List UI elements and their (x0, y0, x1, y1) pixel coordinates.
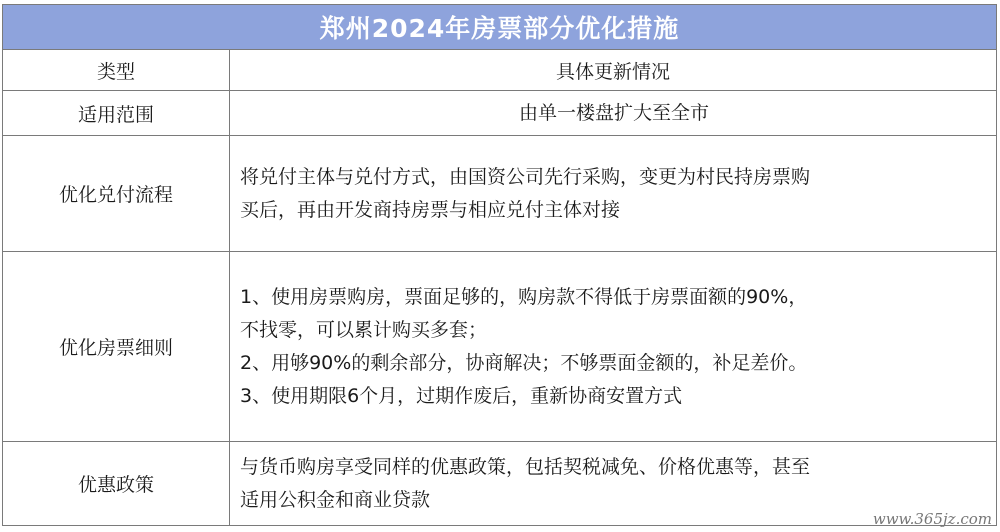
header-row (3, 50, 997, 91)
table-row (3, 136, 997, 252)
header-type: 类型 (3, 50, 230, 91)
table-title: 郑州2024年房票部分优化措施 (3, 5, 997, 50)
detail-line: 买后，再由开发商持房票与相应兑付主体对接 (240, 198, 621, 221)
table-row (3, 91, 997, 136)
watermark: www.365jz.com (872, 510, 992, 528)
detail-line: 1、使用房票购房，票面足够的，购房款不得低于房票面额的90%， (240, 285, 808, 308)
detail-line: 由单一楼盘扩大至全市 (518, 101, 709, 124)
row-type-preferential: 优惠政策 (3, 442, 230, 526)
header-details: 具体更新情况 (230, 50, 997, 91)
detail-line: 与货币购房享受同样的优惠政策，包括契税减免、价格优惠等，甚至 (240, 455, 811, 478)
row-type-scope: 适用范围 (3, 91, 230, 136)
row-type-payment: 优化兑付流程 (3, 136, 230, 252)
policy-table (2, 4, 997, 526)
detail-line: 将兑付主体与兑付方式，由国资公司先行采购，变更为村民持房票购 (240, 165, 811, 188)
row-detail-scope (230, 91, 997, 136)
table-row (3, 442, 997, 526)
row-detail-rules (230, 252, 997, 442)
detail-line: 3、使用期限6个月，过期作废后，重新协商安置方式 (240, 384, 683, 407)
row-detail-payment (230, 136, 997, 252)
row-type-rules: 优化房票细则 (3, 252, 230, 442)
detail-line: 2、用够90%的剩余部分，协商解决；不够票面金额的，补足差价。 (240, 351, 808, 374)
detail-line: 不找零，可以累计购买多套； (240, 318, 488, 341)
table-row (3, 252, 997, 442)
detail-line: 适用公积金和商业贷款 (240, 488, 431, 511)
